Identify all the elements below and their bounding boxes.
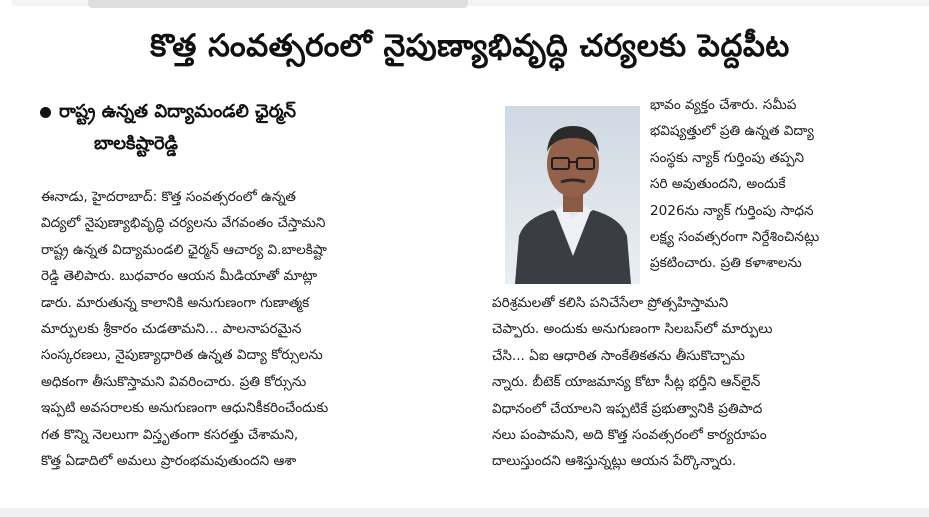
text-line: ఈనాడు, హైదరాబాద్: కొత్త సంవత్సరంలో ఉన్నత: [41, 189, 297, 205]
article-column-right-bottom: [492, 290, 912, 475]
subhead-line-1: రాష్ట్ర ఉన్నత విద్యామండలి ఛైర్మన్: [59, 101, 297, 122]
bottom-edge: [0, 508, 929, 517]
text-line: భవిష్యత్తులో ప్రతి ఉన్నత విద్యా: [650, 123, 814, 140]
bullet-icon: [40, 107, 51, 118]
text-line: దాలుస్తుందని ఆశిస్తున్నట్లు ఆయన పేర్కొన్నారు.: [492, 453, 737, 470]
text-line: ఇప్పటి అవసరాలకు అనుగుణంగా ఆధునికీకరించేందుకు: [41, 400, 329, 417]
text-line: అధికంగా తీసుకొస్తామని వివరించారు. ప్రతి కోర్సును: [41, 373, 307, 390]
headline: కొత్త సంవత్సరంలో నైపుణ్యాభివృద్ధి చర్యలకు పెద్దపీట: [150, 28, 790, 64]
text-line: రాష్ట్ర ఉన్నత విద్యామండలి ఛైర్మన్ ఆచార్య వి.బాలకిష్టా: [41, 241, 327, 258]
text-line: సంస్థకు న్యాక్ గుర్తింపు తప్పని: [650, 149, 805, 166]
text-line: పరిశ్రమలతో కలిసి పనిచేసేలా ప్రోత్సహిస్తామని: [492, 295, 729, 311]
text-line: విధానంలో చేయాలని ఇప్పటికే ప్రభుత్వానికి ప్రతిపాద: [492, 400, 763, 417]
text-line: నలు పంపామని, అది కొత్త సంవత్సరంలో కార్యరూపం: [492, 427, 767, 444]
page-edge: [0, 0, 12, 517]
text-line: 2026ను న్యాక్ గుర్తింపు సాధన: [650, 202, 814, 219]
article-column-left: [41, 184, 477, 474]
text-line: విద్యలో నైపుణ్యాభివృద్ధి చర్యలను వేగవంతం చేస్తామని: [41, 215, 326, 232]
subhead-line-2: బాలకిష్టారెడ్డి: [94, 133, 179, 154]
top-fold-shadow: [88, 0, 468, 8]
text-line: రెడ్డి తెలిపారు. బుధవారం ఆయన మీడియాతో మాట్లా: [41, 268, 318, 285]
text-line: చేసి... ఏఐ ఆధారిత సాంకేతికతను తీసుకొచ్చామ: [492, 347, 745, 364]
portrait-illustration: [505, 106, 640, 284]
text-line: భావం వ్యక్తం చేశారు. సమీప: [650, 97, 797, 113]
article-column-right-top: [650, 92, 912, 277]
text-line: చెప్పారు. అందుకు అనుగుణంగా సిలబస్‌లో మార్పులు: [492, 321, 773, 338]
text-line: సంస్కరణలు, నైపుణ్యాధారిత ఉన్నత విద్యా కోర్సులను: [41, 347, 323, 364]
text-line: గత కొన్ని నెలలుగా విస్తృతంగా కసరత్తు చేశామని,: [41, 426, 299, 443]
subheadline: [40, 96, 460, 160]
text-line: లక్ష్య సంవత్సరంగా నిర్దేశించినట్లు: [650, 229, 820, 246]
portrait-photo: [505, 106, 640, 284]
text-line: ప్రకటించారు. ప్రతి కళాశాలను: [650, 255, 802, 272]
text-line: సరి అవుతుందని, అందుకే: [650, 176, 786, 193]
text-line: కొత్త ఏడాదిలో అమలు ప్రారంభమవుతుందని ఆశా: [41, 453, 297, 470]
text-line: మార్పులకు శ్రీకారం చుడతామని... పాలనాపరమైన: [41, 321, 302, 338]
text-line: న్నారు. బీటెక్ యాజమాన్య కోటా సీట్ల భర్తీని ఆన్‌లైన్: [492, 374, 761, 391]
text-line: డారు. మారుతున్న కాలానికి అనుగుణంగా గుణాత్మక: [41, 294, 310, 311]
